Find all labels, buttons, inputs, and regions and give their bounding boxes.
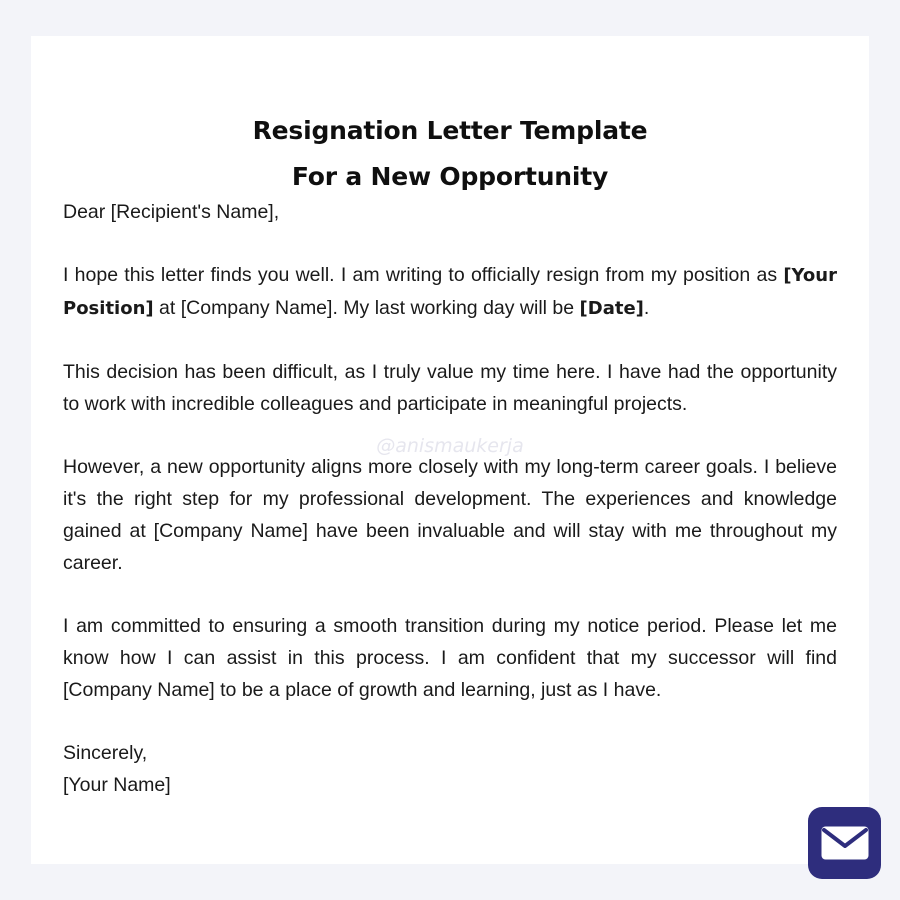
paragraph-1-part-1: I hope this letter finds you well. I am writing to officially resign from my position as: [63, 264, 784, 286]
mail-icon: [820, 825, 870, 861]
letter-body: [63, 196, 837, 801]
signature: [Your Name]: [63, 774, 171, 796]
title-line-1: Resignation Letter Template: [252, 116, 648, 145]
date-placeholder: [Date]: [579, 298, 644, 319]
paragraph-4: I am committed to ensuring a smooth transition during my notice period. Please let me know how I can assist in this process. I am confident that my successor will find [Company Name] to be a place of growth and learning, just as I have.: [63, 615, 837, 701]
watermark: @anismaukerja: [376, 435, 524, 457]
paragraph-1-part-2: at [Company Name]. My last working day will be: [153, 297, 580, 319]
paragraph-1-part-3: .: [643, 297, 650, 319]
paragraph-1: [63, 259, 837, 325]
position-placeholder: [Your Position]: [63, 265, 837, 319]
closing: [63, 737, 837, 801]
title-line-2: For a New Opportunity: [291, 162, 609, 191]
document-title: [31, 108, 869, 200]
paragraph-3: However, a new opportunity aligns more closely with my long-term career goals. I believe it's the right step for my professional development. The experiences and knowledge gained at [Company Name] have been invaluable and will stay with me throughout my career.: [63, 456, 837, 574]
closing-text: Sincerely,: [63, 742, 148, 764]
mail-badge: [808, 807, 881, 879]
paragraph-2: This decision has been difficult, as I truly value my time here. I have had the opportunity to work with incredible colleagues and participate in meaningful projects.: [63, 361, 837, 415]
greeting: Dear [Recipient's Name],: [63, 201, 280, 223]
